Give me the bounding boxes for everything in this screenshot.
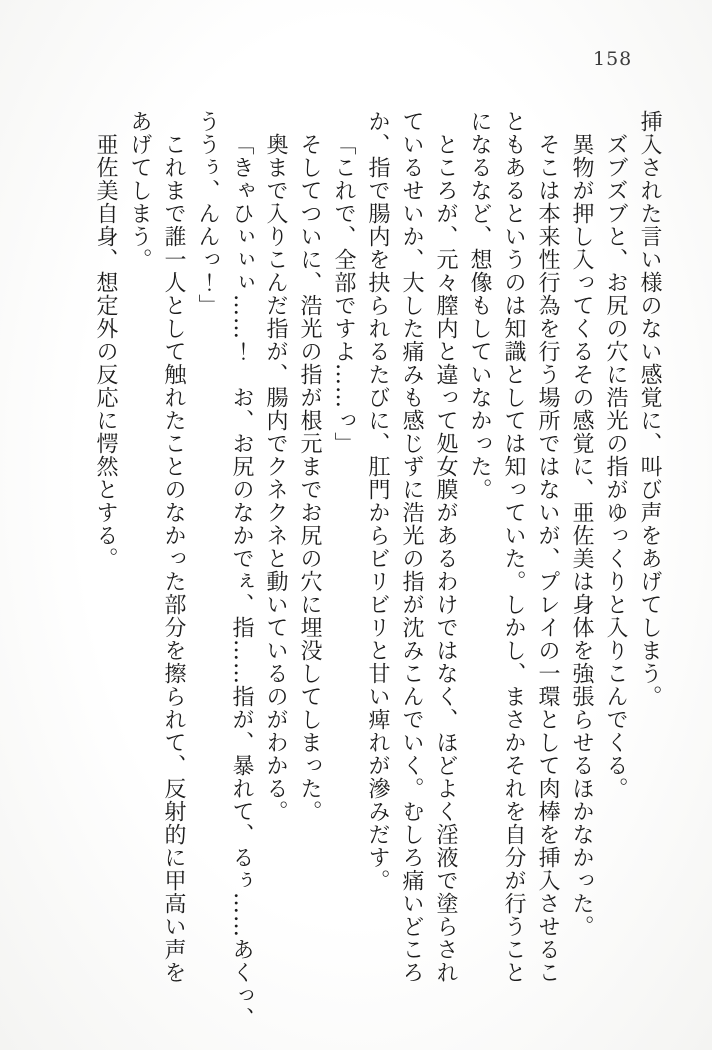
text-column-8: ているせいか、大した痛みも感じずに浩光の指が沈みこんでいく。むしろ痛いどころ (399, 110, 424, 984)
text-column-5: ともあるというのは知識としては知っていた。しかし、まさかそれを自分が行うこと (501, 110, 526, 984)
text-column-16: あげてしまう。 (127, 110, 152, 271)
text-column-4: そこは本来性行為を行う場所ではないが、プレイの一環として肉棒を挿入させるこ (535, 133, 560, 984)
text-column-2: ズブズブと、お尻の穴に浩光の指がゆっくりと入りこんでくる。 (603, 133, 628, 800)
text-column-6: になるなど、想像もしていなかった。 (467, 110, 492, 501)
text-column-10: 「これで、全部ですよ……っ」 (331, 133, 356, 455)
text-column-9: か、指で腸内を抉られるたびに、肛門からビリビリと甘い痺れが滲みだす。 (365, 110, 390, 892)
text-column-17: 亜佐美自身、想定外の反応に愕然とする。 (93, 133, 118, 570)
text-column-11: そしてついに、浩光の指が根元までお尻の穴に埋没してしまった。 (297, 133, 322, 823)
text-column-14: ううぅ、んんっ！」 (195, 110, 220, 317)
text-column-7: ところが、元々膣内と違って処女膜があるわけではなく、ほどよく淫液で塗らされ (433, 133, 458, 984)
page-number: 158 (593, 48, 633, 70)
text-column-1: 挿入された言い様のない感覚に、叫び声をあげてしまう。 (637, 110, 662, 708)
text-column-15: これまで誰一人として触れたことのなかった部分を擦られて、反射的に甲高い声を (161, 133, 186, 984)
body-text (88, 110, 666, 1035)
text-column-12: 奥まで入りこんだ指が、腸内でクネクネと動いているのがわかる。 (263, 133, 288, 823)
text-column-13: 「きゃひぃぃぃ……！ お、お尻のなかでぇ、指……指が、暴れて、るぅ……あくっ、 (229, 133, 254, 1030)
text-column-3: 異物が押し入ってくるその感覚に、亜佐美は身体を強張らせるほかなかった。 (569, 133, 594, 938)
